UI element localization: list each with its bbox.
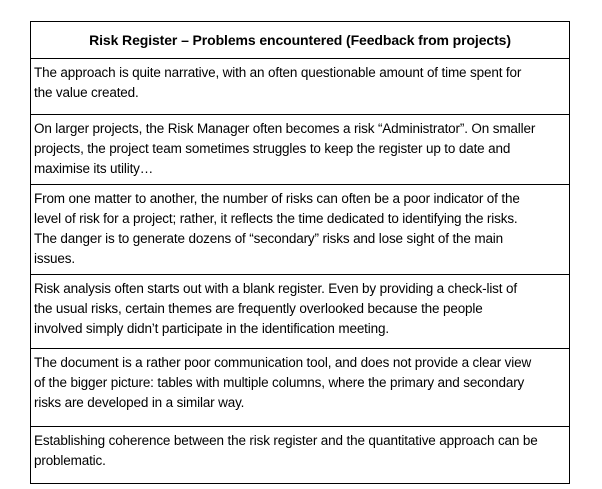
table-row: [31, 349, 569, 427]
row-text-line: issues.: [34, 251, 75, 266]
row-text-line: Risk analysis often starts out with a blank register. Even by providing a check-list of: [34, 281, 517, 296]
row-text-line: The danger is to generate dozens of “secondary” risks and lose sight of the main: [34, 231, 504, 246]
row-text-line: the value created.: [34, 85, 139, 100]
table-header: [31, 22, 569, 59]
table-row: [31, 275, 569, 349]
table-row: [31, 59, 569, 115]
row-text-line: On larger projects, the Risk Manager often becomes a risk “Administrator”. On smaller: [34, 121, 536, 136]
table-row: [31, 115, 569, 185]
row-text-line: involved simply didn’t participate in the identification meeting.: [34, 321, 389, 336]
row-text-line: maximise its utility…: [34, 161, 154, 176]
row-text-line: The approach is quite narrative, with an often questionable amount of time spent for: [34, 65, 522, 80]
row-text-line: problematic.: [34, 453, 106, 468]
row-text-line: From one matter to another, the number of risks can often be a poor indicator of the: [34, 191, 520, 206]
row-text-line: level of risk for a project; rather, it reflects the time dedicated to identifying the risks.: [34, 211, 518, 226]
table-title: Risk Register – Problems encountered (Feedback from projects): [89, 32, 511, 48]
row-text-line: The document is a rather poor communication tool, and does not provide a clear view: [34, 355, 532, 370]
table-row: [31, 185, 569, 275]
row-text-line: projects, the project team sometimes struggles to keep the register up to date and: [34, 141, 511, 156]
row-text-line: the usual risks, certain themes are frequently overlooked because the people: [34, 301, 483, 316]
row-text-line: risks are developed in a similar way.: [34, 395, 245, 410]
row-text-line: of the bigger picture: tables with multiple columns, where the primary and secondary: [34, 375, 525, 390]
row-text-line: Establishing coherence between the risk register and the quantitative approach can be: [34, 433, 538, 448]
table-row: [31, 427, 569, 483]
risk-register-table: [30, 21, 570, 484]
